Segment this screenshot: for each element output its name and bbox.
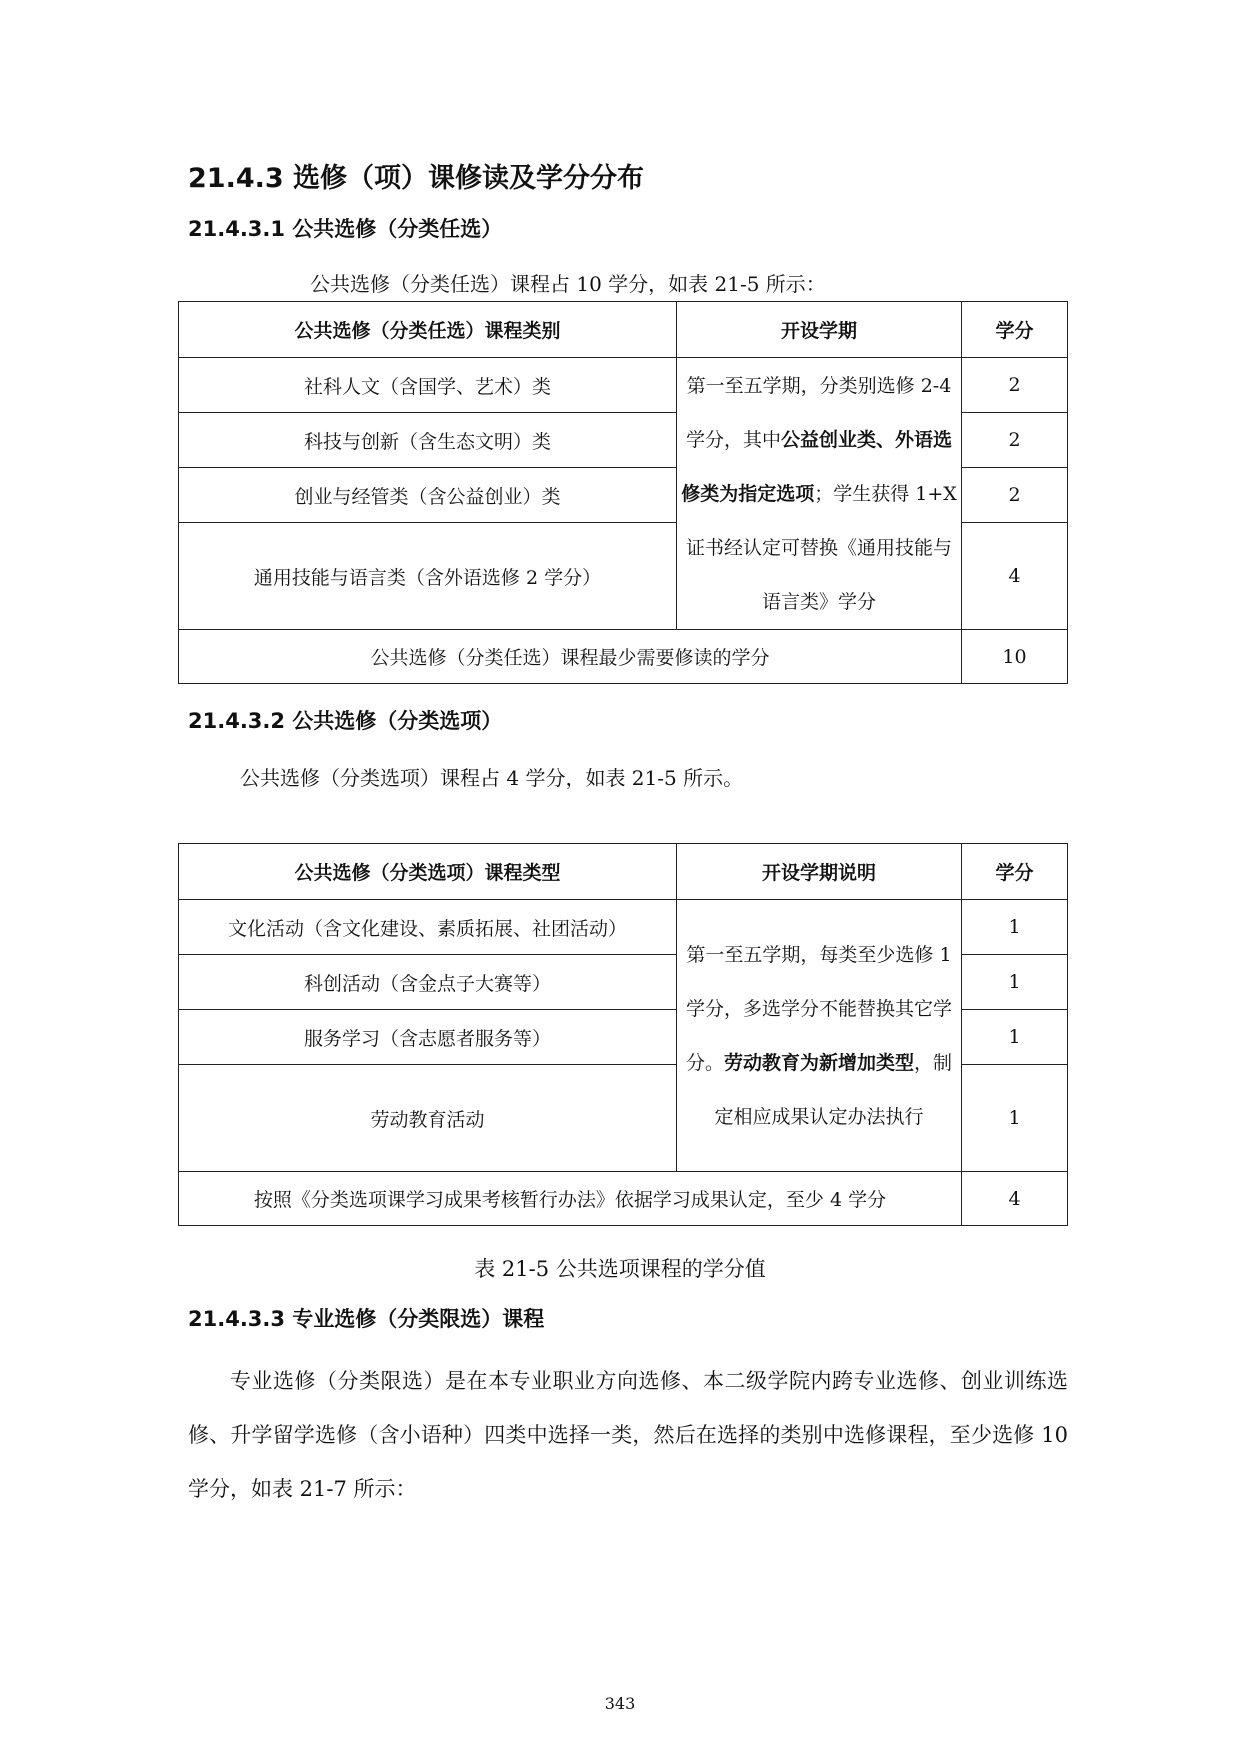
table1-row-category: 科技与创新（含生态文明）类 xyxy=(179,413,677,468)
table2-row-category: 劳动教育活动 xyxy=(179,1065,677,1172)
table1-header-category: 公共选修（分类任选）课程类别 xyxy=(179,302,677,358)
table1-row-category: 创业与经管类（含公益创业）类 xyxy=(179,468,677,523)
subsection-paragraph-3: 专业选修（分类限选）是在本专业职业方向选修、本二级学院内跨专业选修、创业训练选修、升学留学选修（含小语种）四类中选择一类，然后在选择的类别中选修课程，至少选修 10 学分，如表 21-7 所示： xyxy=(188,1369,1068,1501)
table2-footer-label: 按照《分类选项课学习成果考核暂行办法》依据学习成果认定，至少 4 学分 xyxy=(179,1172,962,1226)
table-caption: 表 21-5 公共选项课程的学分值 xyxy=(474,1257,766,1281)
table1-row-category: 通用技能与语言类（含外语选修 2 学分） xyxy=(179,523,677,630)
page-number: 343 xyxy=(604,1694,636,1713)
subsection-heading-2: 21.4.3.2 公共选修（分类选项） xyxy=(188,709,503,733)
table2-header-category: 公共选修（分类选项）课程类型 xyxy=(179,844,677,900)
table2-row-category: 文化活动（含文化建设、素质拓展、社团活动） xyxy=(179,900,677,955)
table2-footer-credits: 4 xyxy=(962,1172,1068,1226)
table2-row-credits: 1 xyxy=(962,955,1068,1010)
subsection-heading-3: 21.4.3.3 专业选修（分类限选）课程 xyxy=(188,1307,545,1331)
table1-footer-label: 公共选修（分类任选）课程最少需要修读的学分 xyxy=(179,630,962,684)
table1-row-category: 社科人文（含国学、艺术）类 xyxy=(179,358,677,413)
table2-row-credits: 1 xyxy=(962,900,1068,955)
table2-row-credits: 1 xyxy=(962,1010,1068,1065)
table2-header-credits: 学分 xyxy=(962,844,1068,900)
table1-header-credits: 学分 xyxy=(962,302,1068,358)
section-heading: 21.4.3 选修（项）课修读及学分分布 xyxy=(188,163,645,194)
table1-header-semester: 开设学期 xyxy=(677,302,962,358)
table1-row-credits: 4 xyxy=(962,523,1068,630)
table1-semester-note: 第一至五学期，分类别选修 2-4 学分，其中公益创业类、外语选修类为指定选项；学生获得 1+X 证书经认定可替换《通用技能与语言类》学分 xyxy=(677,358,962,630)
table2-row-credits: 1 xyxy=(962,1065,1068,1172)
subsection-heading-1: 21.4.3.1 公共选修（分类任选） xyxy=(188,217,503,241)
table1-row-credits: 2 xyxy=(962,413,1068,468)
table2-header-semester: 开设学期说明 xyxy=(677,844,962,900)
elective-table-2 xyxy=(178,843,1068,1226)
table2-row-category: 科创活动（含金点子大赛等） xyxy=(179,955,677,1010)
subsection-intro-1: 公共选修（分类任选）课程占 10 学分，如表 21-5 所示： xyxy=(310,272,826,296)
table2-semester-note: 第一至五学期，每类至少选修 1 学分，多选学分不能替换其它学分。劳动教育为新增加类型，制定相应成果认定办法执行 xyxy=(677,900,962,1172)
table1-row-credits: 2 xyxy=(962,358,1068,413)
table1-footer-credits: 10 xyxy=(962,630,1068,684)
elective-table-1 xyxy=(178,301,1068,684)
table1-row-credits: 2 xyxy=(962,468,1068,523)
table2-row-category: 服务学习（含志愿者服务等） xyxy=(179,1010,677,1065)
subsection-intro-2: 公共选修（分类选项）课程占 4 学分，如表 21-5 所示。 xyxy=(240,766,744,790)
